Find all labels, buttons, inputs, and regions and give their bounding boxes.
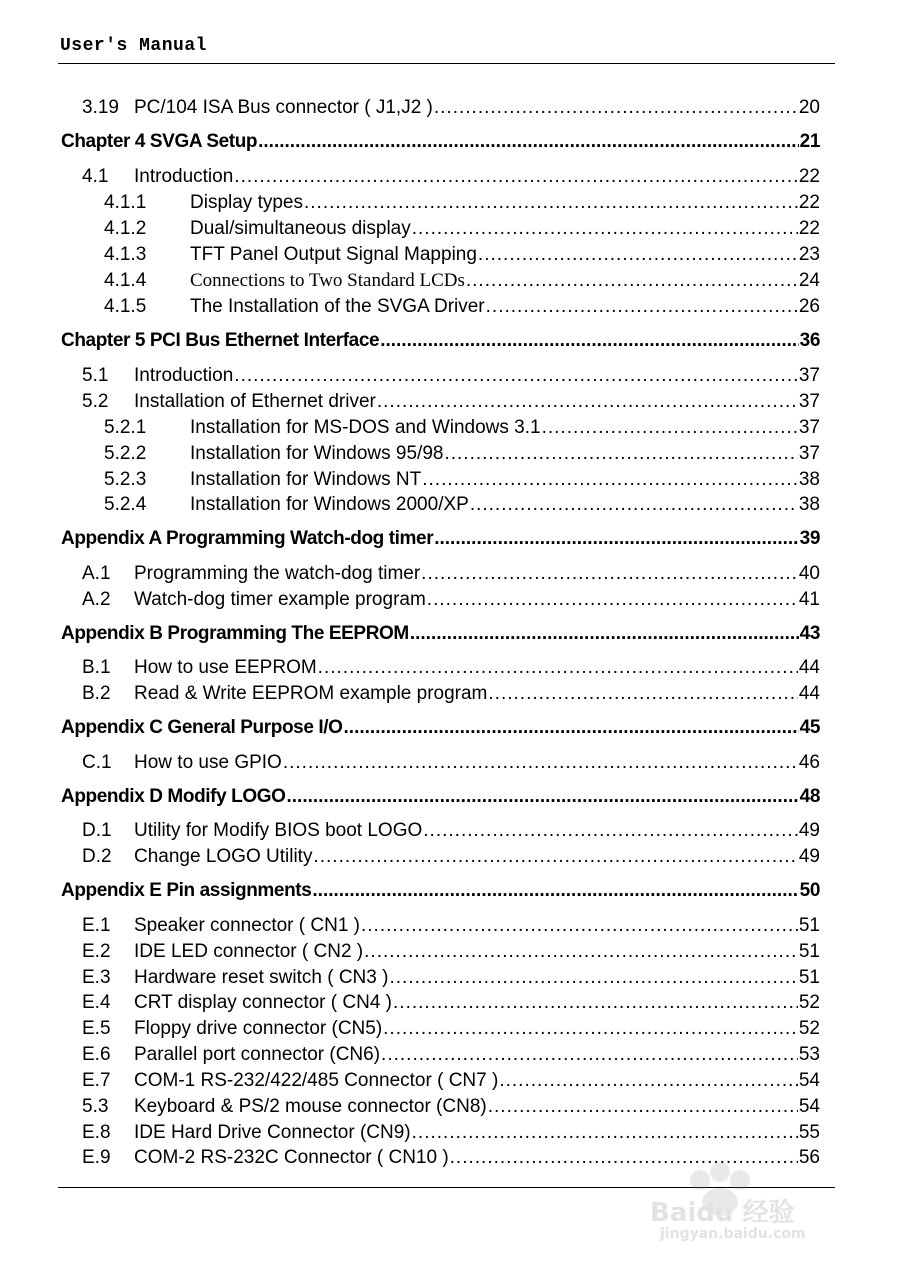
toc-leader-dots (486, 295, 798, 319)
baidu-watermark (640, 1150, 860, 1250)
toc-leader-dots (444, 442, 797, 466)
toc-entry-title: Dual/simultaneous display (190, 218, 411, 239)
toc-entry-number: E.9 (82, 1147, 111, 1168)
toc-entry[interactable] (82, 1043, 820, 1067)
toc-entry-title: Installation for Windows NT (190, 469, 422, 490)
toc-entry-page: 22 (798, 192, 820, 213)
toc-entry-title: Chapter 5 PCI Bus Ethernet Interface (61, 330, 380, 351)
toc-entry-title: Appendix B Programming The EEPROM (61, 623, 409, 644)
toc-leader-dots (434, 96, 798, 120)
toc-leader-dots (283, 751, 798, 775)
toc-entry-title: IDE LED connector ( CN2 ) (134, 941, 364, 962)
toc-entry-page: 37 (798, 443, 820, 464)
toc-entry-title: CRT display connector ( CN4 ) (134, 992, 393, 1013)
toc-entry-page: 22 (798, 218, 820, 239)
toc-chapter-entry[interactable] (61, 622, 820, 646)
toc-entry-page: 24 (798, 270, 820, 291)
toc-entry-title: Parallel port connector (CN6) (134, 1044, 381, 1065)
toc-entry[interactable] (82, 1121, 820, 1145)
toc-leader-dots (412, 217, 798, 241)
toc-entry-page: 21 (799, 131, 820, 152)
toc-leader-dots (542, 416, 798, 440)
toc-entry-number: D.2 (82, 846, 112, 867)
running-header: User's Manual (60, 36, 207, 56)
toc-entry-title: Installation for MS-DOS and Windows 3.1 (190, 417, 541, 438)
toc-entry[interactable] (104, 416, 820, 440)
toc-entry-number: 4.1.1 (104, 192, 147, 213)
toc-entry-page: 23 (798, 244, 820, 265)
toc-entry-number: 5.2 (82, 391, 109, 412)
toc-entry-page: 54 (798, 1070, 820, 1091)
toc-entry-title: COM-2 RS-232C Connector ( CN10 ) (134, 1147, 449, 1168)
toc-entry[interactable] (82, 1017, 820, 1041)
toc-entry-title: Utility for Modify BIOS boot LOGO (134, 820, 423, 841)
toc-entry-page: 46 (798, 752, 820, 773)
toc-leader-dots (286, 785, 798, 809)
toc-entry-title: Appendix E Pin assignments (61, 880, 312, 901)
toc-entry-number: B.2 (82, 683, 111, 704)
toc-entry[interactable] (82, 96, 820, 120)
toc-entry-number: A.2 (82, 589, 111, 610)
toc-entry[interactable] (82, 364, 820, 388)
toc-leader-dots (434, 527, 798, 551)
toc-leader-dots (499, 1069, 798, 1093)
toc-entry-title: How to use EEPROM (134, 657, 317, 678)
toc-entry-title: Keyboard & PS/2 mouse connector (CN8) (134, 1096, 487, 1117)
toc-entry[interactable] (82, 819, 820, 843)
toc-entry[interactable] (82, 914, 820, 938)
toc-entry-number: 5.3 (82, 1096, 109, 1117)
toc-entry-number: B.1 (82, 657, 111, 678)
toc-entry-title: Installation for Windows 95/98 (190, 443, 444, 464)
toc-leader-dots (410, 622, 799, 646)
toc-leader-dots (422, 468, 798, 492)
toc-entry[interactable] (82, 940, 820, 964)
toc-entry-page: 41 (798, 589, 820, 610)
toc-entry[interactable] (82, 562, 820, 586)
toc-entry[interactable] (82, 588, 820, 612)
toc-leader-dots (380, 329, 798, 353)
toc-entry-number: E.8 (82, 1122, 111, 1143)
toc-entry-number: E.1 (82, 915, 111, 936)
toc-chapter-entry[interactable] (61, 130, 820, 154)
toc-entry[interactable] (82, 991, 820, 1015)
toc-entry-number: E.5 (82, 1018, 111, 1039)
toc-entry[interactable] (104, 243, 820, 267)
toc-entry[interactable] (82, 682, 820, 706)
toc-entry-title: Display types (190, 192, 303, 213)
toc-entry-page: 48 (799, 786, 820, 807)
toc-entry-page: 37 (798, 365, 820, 386)
toc-entry-number: D.1 (82, 820, 112, 841)
toc-entry-title: Programming the watch-dog timer (134, 563, 421, 584)
toc-entry-title: The Installation of the SVGA Driver (190, 296, 485, 317)
toc-entry-page: 51 (798, 915, 820, 936)
toc-entry-title: TFT Panel Output Signal Mapping (190, 244, 477, 265)
toc-entry-number: 4.1.2 (104, 218, 147, 239)
toc-entry[interactable] (82, 1095, 820, 1119)
toc-entry[interactable] (104, 191, 820, 215)
toc-leader-dots (258, 130, 799, 154)
toc-entry-title: Speaker connector ( CN1 ) (134, 915, 360, 936)
toc-entry-page: 36 (799, 330, 820, 351)
toc-leader-dots (381, 1043, 798, 1067)
toc-entry-page: 51 (798, 967, 820, 988)
toc-leader-dots (344, 716, 799, 740)
toc-entry[interactable] (104, 217, 820, 241)
toc-entry-title: Installation for Windows 2000/XP (190, 494, 469, 515)
toc-entry-title: Appendix C General Purpose I/O (61, 717, 343, 738)
toc-leader-dots (412, 1121, 798, 1145)
toc-entry-page: 52 (798, 1018, 820, 1039)
toc-entry-page: 44 (798, 657, 820, 678)
toc-entry[interactable] (82, 1069, 820, 1093)
toc-entry-number: E.4 (82, 992, 111, 1013)
toc-entry-page: 38 (798, 494, 820, 515)
toc-entry-title: IDE Hard Drive Connector (CN9) (134, 1122, 411, 1143)
toc-entry-number: 4.1.5 (104, 296, 147, 317)
toc-entry-page: 56 (798, 1147, 820, 1168)
toc-entry-page: 37 (798, 391, 820, 412)
toc-entry-title: Introduction (134, 166, 234, 187)
toc-leader-dots (470, 493, 798, 517)
toc-entry-page: 44 (798, 683, 820, 704)
toc-leader-dots (383, 1017, 798, 1041)
toc-entry[interactable] (82, 845, 820, 869)
toc-entry-title: Appendix D Modify LOGO (61, 786, 286, 807)
toc-entry-number: 5.2.4 (104, 494, 147, 515)
toc-leader-dots (234, 364, 798, 388)
toc-entry-title: Introduction (134, 365, 234, 386)
toc-entry-number: 5.2.2 (104, 443, 147, 464)
toc-leader-dots (393, 991, 798, 1015)
toc-leader-dots (364, 940, 798, 964)
toc-entry-number: 4.1 (82, 166, 109, 187)
toc-entry-page: 43 (799, 623, 820, 644)
toc-entry-title: How to use GPIO (134, 752, 282, 773)
toc-entry-number: 5.1 (82, 365, 109, 386)
toc-entry-title: COM-1 RS-232/422/485 Connector ( CN7 ) (134, 1070, 499, 1091)
toc-entry-page: 49 (798, 820, 820, 841)
toc-entry-title: Installation of Ethernet driver (134, 391, 376, 412)
toc-entry[interactable] (82, 165, 820, 189)
toc-chapter-entry[interactable] (61, 879, 820, 903)
toc-entry[interactable] (104, 442, 820, 466)
toc-entry[interactable] (104, 468, 820, 492)
toc-entry-title: Chapter 4 SVGA Setup (61, 131, 258, 152)
toc-entry[interactable] (104, 295, 820, 319)
toc-leader-dots (361, 914, 798, 938)
toc-leader-dots (318, 656, 798, 680)
toc-entry[interactable] (104, 493, 820, 517)
toc-entry-page: 20 (798, 97, 820, 118)
toc-leader-dots (488, 682, 797, 706)
toc-entry-page: 39 (799, 528, 820, 549)
toc-entry-number: 5.2.3 (104, 469, 147, 490)
toc-entry[interactable] (82, 656, 820, 680)
toc-leader-dots (423, 819, 798, 843)
toc-chapter-entry[interactable] (61, 329, 820, 353)
toc-entry-number: E.3 (82, 967, 111, 988)
toc-leader-dots (312, 879, 798, 903)
toc-entry-title: Connections to Two Standard LCDs (190, 270, 465, 291)
toc-entry[interactable] (82, 966, 820, 990)
toc-entry-number: E.7 (82, 1070, 111, 1091)
toc-entry-page: 37 (798, 417, 820, 438)
toc-entry-number: 4.1.4 (104, 270, 147, 291)
toc-entry[interactable] (82, 751, 820, 775)
toc-entry-number: E.2 (82, 941, 111, 962)
toc-entry[interactable] (104, 269, 820, 293)
toc-entry-number: 4.1.3 (104, 244, 147, 265)
toc-leader-dots (313, 845, 797, 869)
toc-entry[interactable] (82, 390, 820, 414)
toc-entry-page: 52 (798, 992, 820, 1013)
toc-leader-dots (478, 243, 798, 267)
toc-entry-page: 40 (798, 563, 820, 584)
toc-entry-page: 55 (798, 1122, 820, 1143)
toc-entry-number: 3.19 (82, 97, 119, 118)
toc-leader-dots (421, 562, 798, 586)
toc-leader-dots (377, 390, 798, 414)
toc-entry-number: C.1 (82, 752, 112, 773)
toc-leader-dots (304, 191, 798, 215)
toc-entry-number: E.6 (82, 1044, 111, 1065)
toc-entry-title: PC/104 ISA Bus connector ( J1,J2 ) (134, 97, 433, 118)
toc-entry-title: Hardware reset switch ( CN3 ) (134, 967, 389, 988)
toc-chapter-entry[interactable] (61, 716, 820, 740)
toc-entry-number: A.1 (82, 563, 111, 584)
toc-entry-page: 54 (798, 1096, 820, 1117)
toc-entry-page: 38 (798, 469, 820, 490)
toc-entry-number: 5.2.1 (104, 417, 147, 438)
toc-entry-title: Change LOGO Utility (134, 846, 313, 867)
toc-entry-page: 51 (798, 941, 820, 962)
toc-entry-page: 26 (798, 296, 820, 317)
toc-leader-dots (427, 588, 798, 612)
toc-chapter-entry[interactable] (61, 527, 820, 551)
toc-chapter-entry[interactable] (61, 785, 820, 809)
toc-entry-page: 50 (799, 880, 820, 901)
toc-leader-dots (389, 966, 797, 990)
toc-entry-page: 53 (798, 1044, 820, 1065)
watermark-brand: Baidu 经验 (650, 1198, 795, 1228)
toc-entry-page: 49 (798, 846, 820, 867)
toc-leader-dots (488, 1095, 798, 1119)
toc-leader-dots (466, 269, 798, 293)
toc-entry-title: Read & Write EEPROM example program (134, 683, 488, 704)
toc-entry-title: Floppy drive connector (CN5) (134, 1018, 383, 1039)
toc-entry-page: 45 (799, 717, 820, 738)
watermark-url: jingyan.baidu.com (660, 1226, 806, 1242)
toc-entry-title: Appendix A Programming Watch-dog timer (61, 528, 434, 549)
toc-leader-dots (234, 165, 798, 189)
toc-entry-page: 22 (798, 166, 820, 187)
toc-entry-title: Watch-dog timer example program (134, 589, 426, 610)
